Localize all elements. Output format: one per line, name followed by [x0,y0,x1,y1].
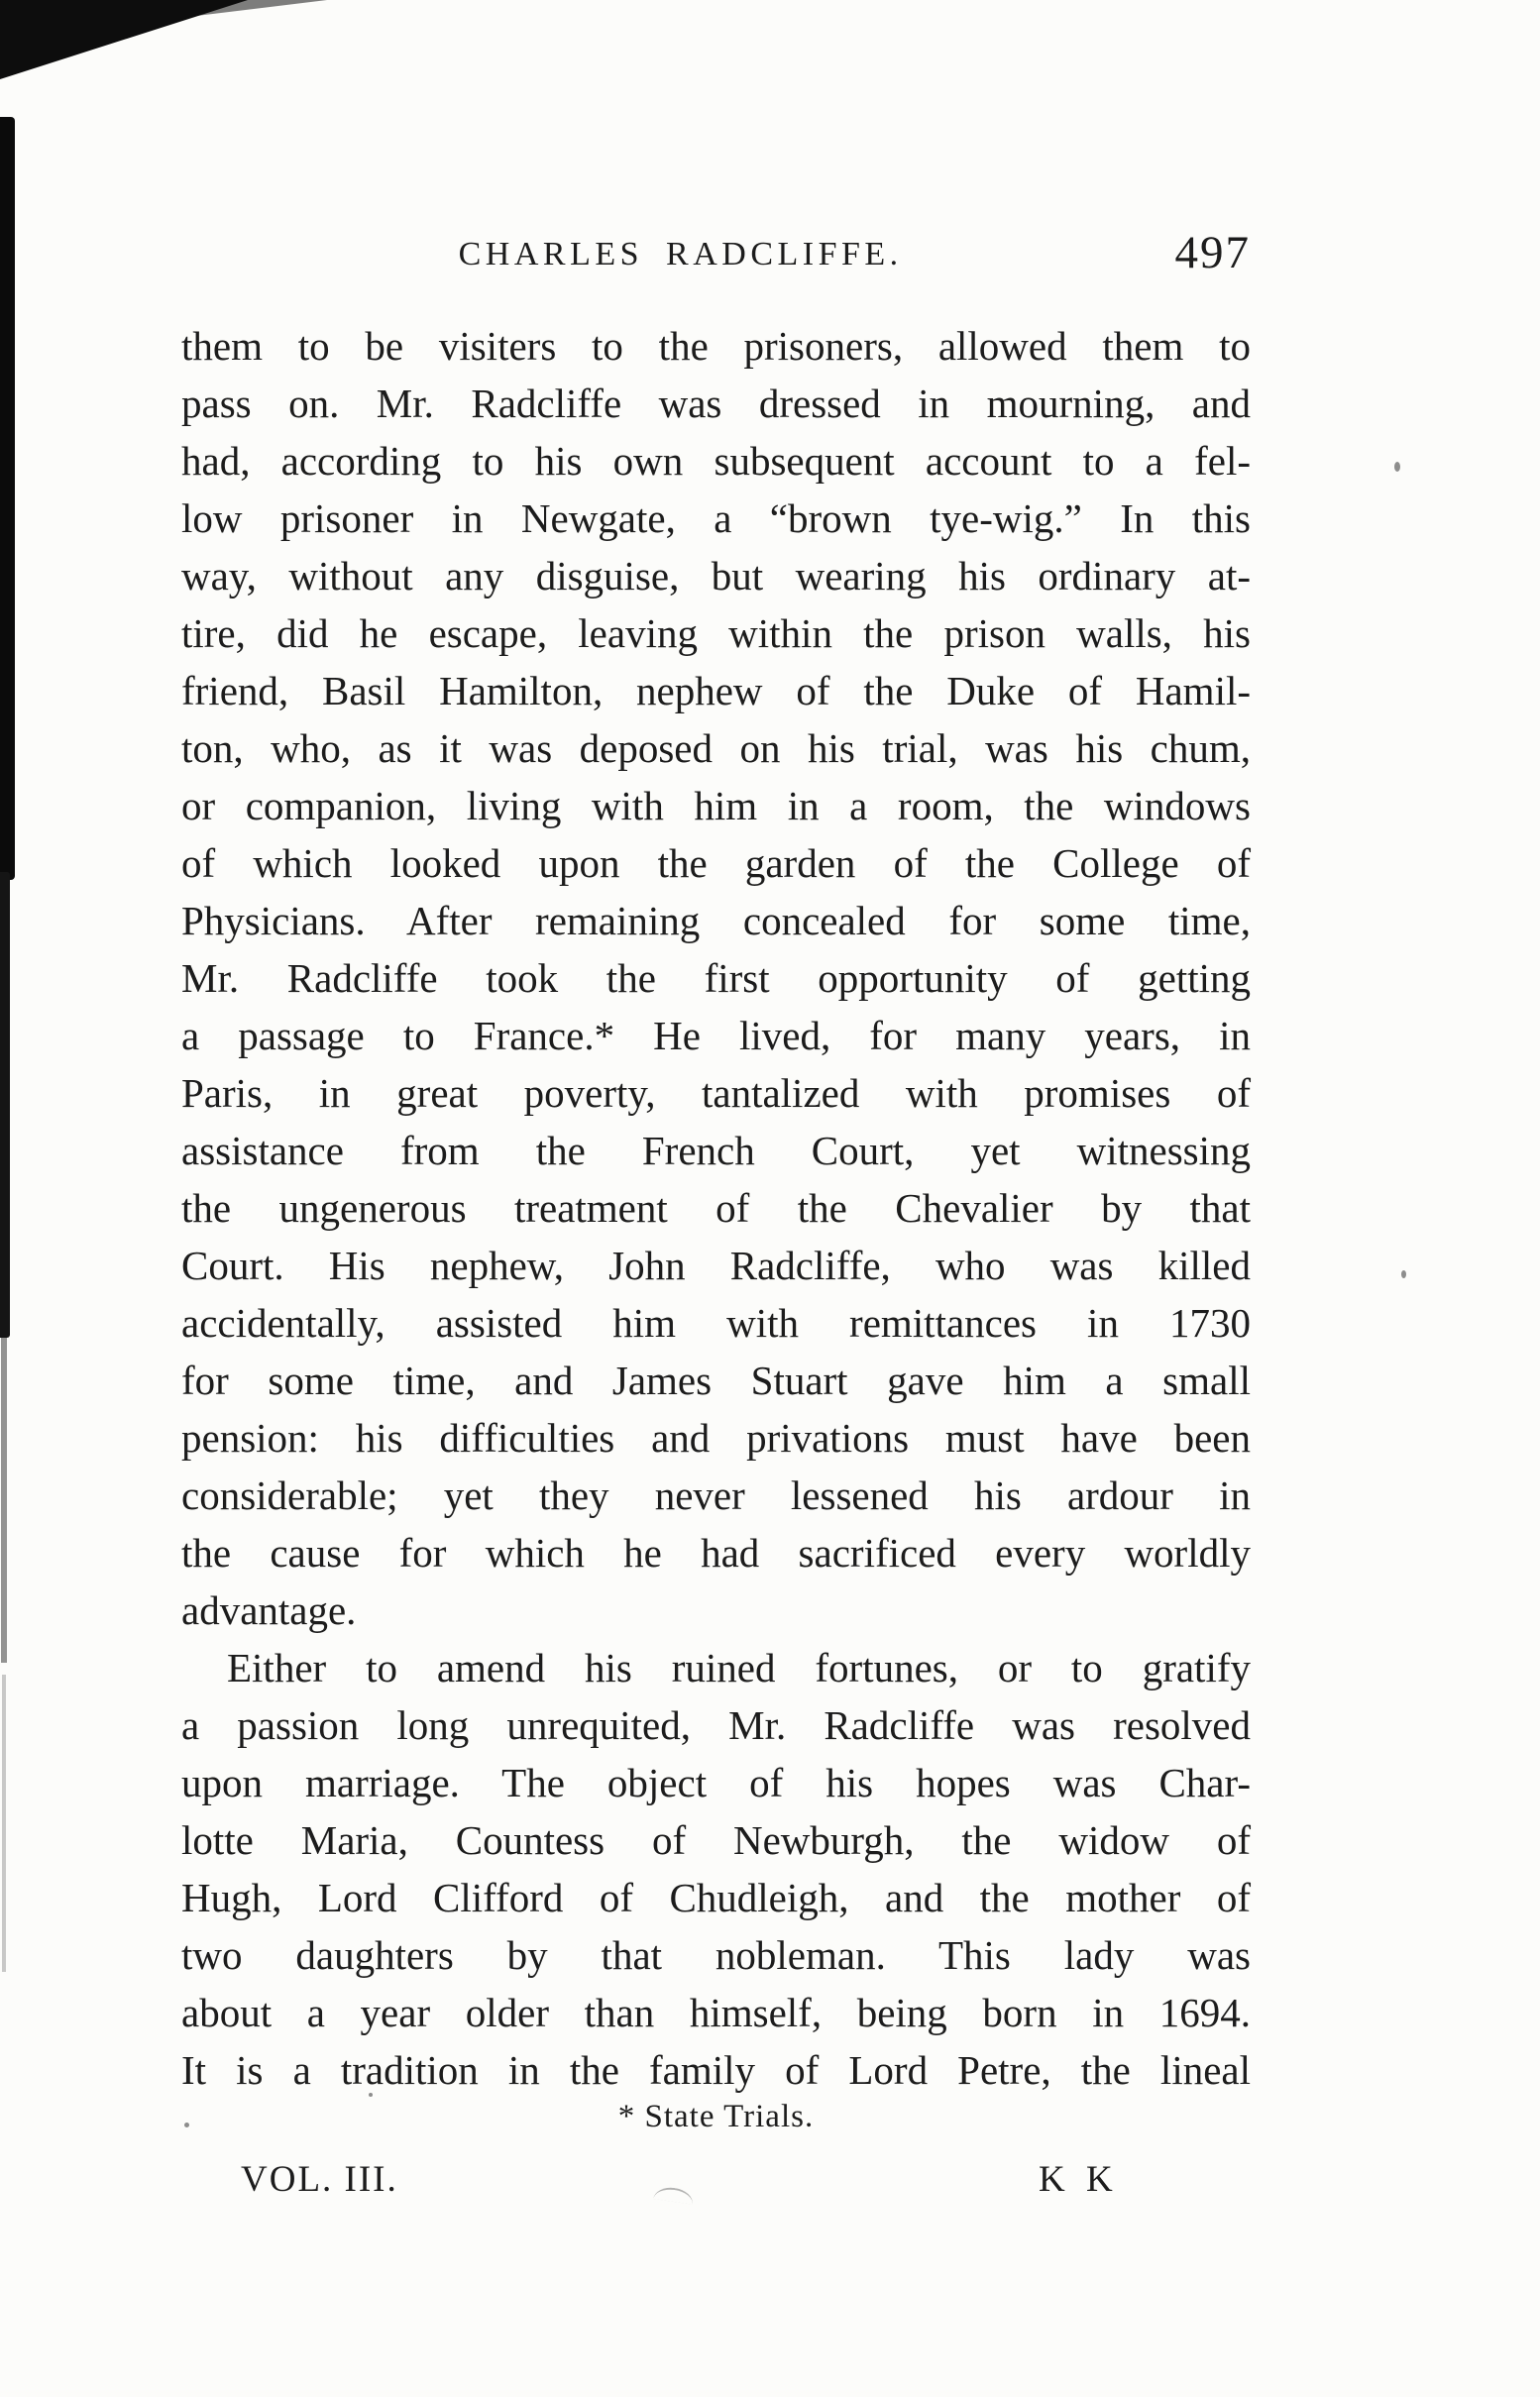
text-line: Physicians. After remaining concealed for some time, [181,898,1251,943]
scan-artifact-corner-shadow [0,0,327,40]
text-line: them to be visiters to the prisoners, allowed them to [181,323,1251,369]
text-line: ton, who, as it was deposed on his trial, was his chum, [181,725,1251,771]
text-line: a passion long unrequited, Mr. Radcliffe was resolved [181,1702,1251,1748]
text-line: considerable; yet they never lessened his ardour in [181,1472,1251,1518]
body-text [181,317,1251,2099]
text-line: had, according to his own subsequent account to a fel- [181,438,1251,484]
text-line: Either to amend his ruined fortunes, or to gratify [227,1645,1251,1690]
scan-artifact-speck [1401,1270,1406,1278]
text-line: the ungenerous treatment of the Chevalier by that [181,1185,1251,1231]
text-line: the cause for which he had sacrificed every worldly [181,1530,1251,1576]
text-line: for some time, and James Stuart gave him a small [181,1358,1251,1403]
scan-artifact-left-edge [0,872,10,1338]
text-line: pass on. Mr. Radcliffe was dressed in mourning, and [181,381,1251,426]
text-line: two daughters by that nobleman. This lady was [181,1932,1251,1978]
text-line: accidentally, assisted him with remittances in 1730 [181,1300,1251,1346]
scan-artifact-corner [0,0,248,79]
footnote: * State Trials. [617,2099,815,2134]
text-line: of which looked upon the garden of the College of [181,840,1251,886]
text-line: about a year older than himself, being born in 1694. [181,1990,1251,2035]
text-line: It is a tradition in the family of Lord Petre, the lineal [181,2047,1251,2093]
signature-mark: K K [1039,2159,1119,2200]
text-line: upon marriage. The object of his hopes was Char- [181,1760,1251,1805]
text-line: pension: his difficulties and privations must have been [181,1415,1251,1461]
text-line: Hugh, Lord Clifford of Chudleigh, and the mother of [181,1875,1251,1920]
text-line: Court. His nephew, John Radcliffe, who was killed [181,1243,1251,1288]
scan-artifact-left-edge [1,1336,7,1663]
text-line: Paris, in great poverty, tantalized with promises of [181,1070,1251,1116]
text-line: or companion, living with him in a room, the windows [181,783,1251,828]
scan-artifact-speck [1394,462,1400,472]
text-line: friend, Basil Hamilton, nephew of the Duke of Hamil- [181,668,1251,713]
text-line: low prisoner in Newgate, a “brown tye-wig.” In this [181,495,1251,541]
text-line: tire, did he escape, leaving within the prison walls, his [181,610,1251,656]
text-line: advantage. [181,1587,357,1633]
text-line: lotte Maria, Countess of Newburgh, the widow of [181,1817,1251,1863]
page-footer [0,2158,1540,2218]
text-line: Mr. Radcliffe took the first opportunity of getting [181,955,1251,1001]
page-number: 497 [1174,227,1251,278]
volume-label: VOL. III. [241,2159,398,2200]
page-header [181,226,1251,285]
scan-artifact-left-edge [2,1675,6,1972]
text-line: assistance from the French Court, yet witnessing [181,1128,1251,1173]
text-line: way, without any disguise, but wearing his ordinary at- [181,553,1251,599]
running-title: CHARLES RADCLIFFE. [458,236,903,272]
text-line: a passage to France.* He lived, for many years, in [181,1013,1251,1058]
scan-artifact-left-edge [0,117,15,880]
